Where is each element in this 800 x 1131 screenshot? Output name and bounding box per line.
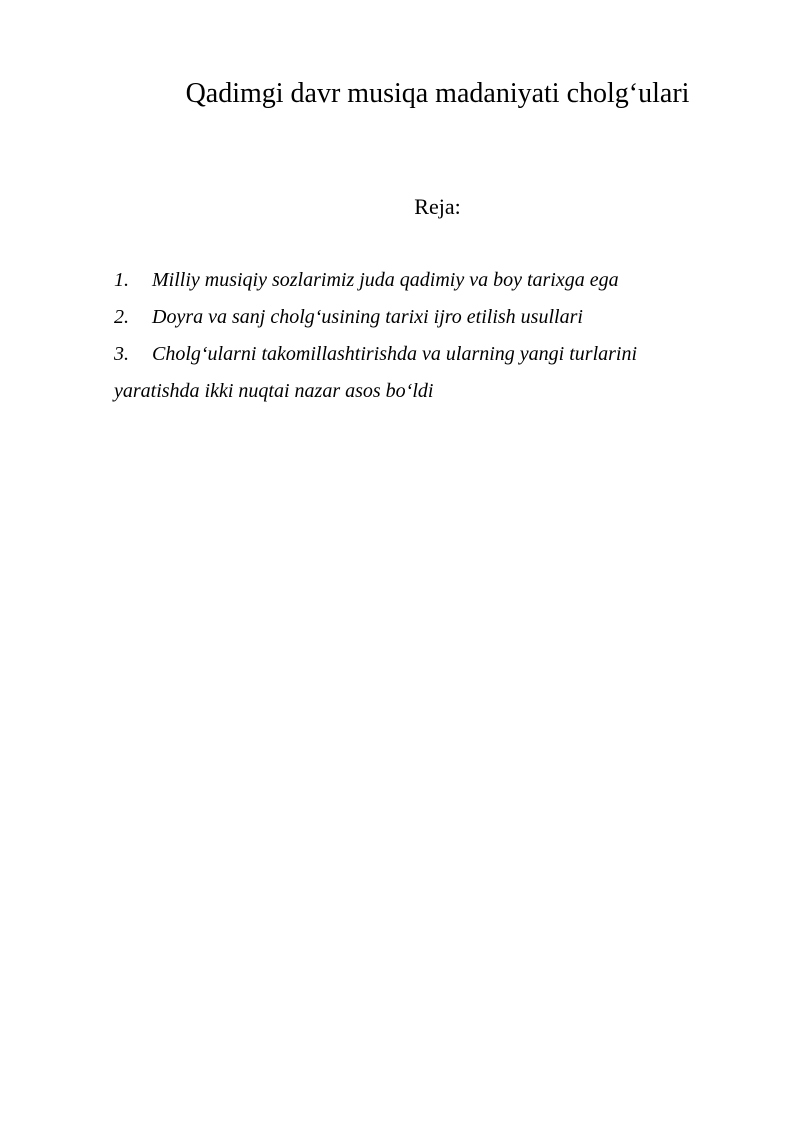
plan-item-number: 3. <box>114 343 129 365</box>
plan-item-continuation: yaratishda ikki nuqtai nazar asos bo‘ldi <box>114 380 434 402</box>
plan-item <box>114 299 714 336</box>
document-title: Qadimgi davr musiqa madaniyati cholg‘ulari <box>185 78 690 109</box>
plan-item-text: Doyra va sanj cholg‘usining tarixi ijro etilish usullari <box>152 306 583 328</box>
plan-item-text: Cholg‘ularni takomillashtirishda va ularning yangi turlarini <box>152 343 638 365</box>
plan-heading: Reja: <box>414 194 461 219</box>
plan-item-number: 1. <box>114 269 129 291</box>
plan-item-text: Milliy musiqiy sozlarimiz juda qadimiy va boy tarixga ega <box>152 269 619 291</box>
plan-item <box>114 262 714 299</box>
plan-list <box>114 262 714 410</box>
plan-item-number: 2. <box>114 306 129 328</box>
plan-item <box>114 336 714 373</box>
